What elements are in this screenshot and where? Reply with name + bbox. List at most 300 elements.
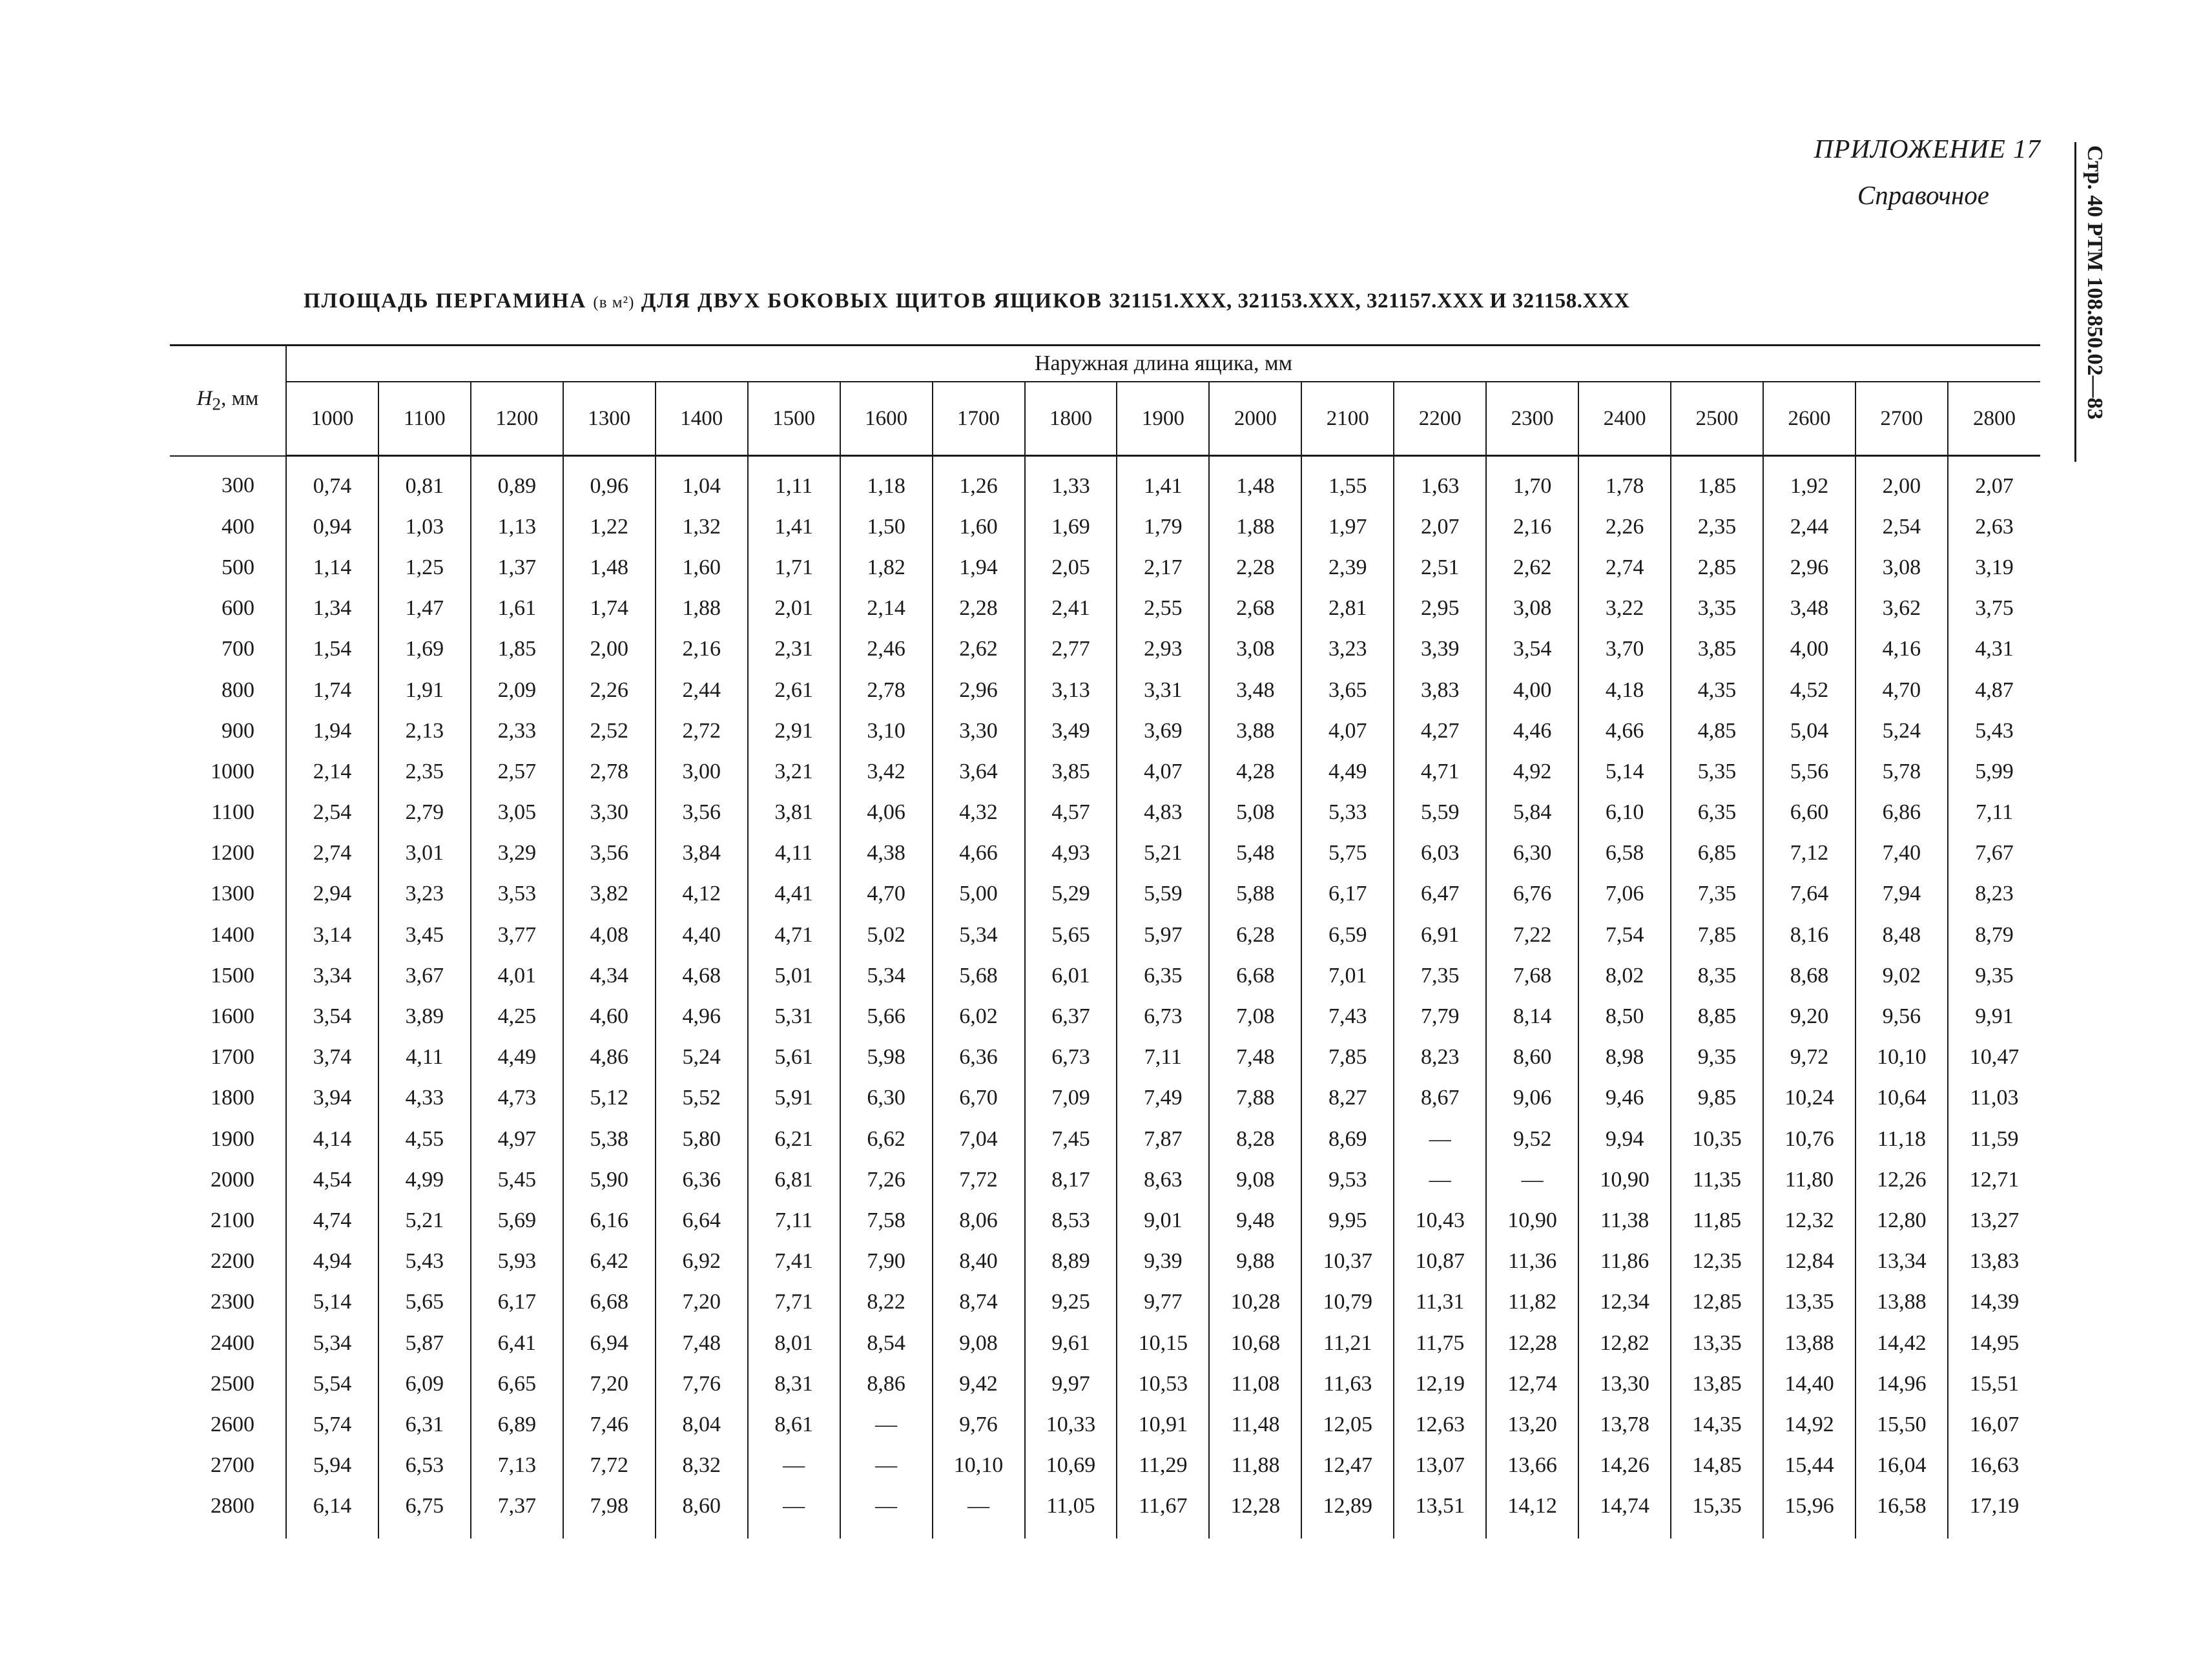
area-cell: 5,80 (656, 1119, 748, 1159)
area-cell: 2,55 (1117, 588, 1209, 629)
area-cell: 3,00 (656, 751, 748, 792)
area-cell: 11,03 (1948, 1078, 2040, 1119)
area-cell: 9,01 (1117, 1200, 1209, 1241)
area-cell: 0,74 (286, 456, 378, 507)
area-cell: 6,03 (1394, 833, 1486, 874)
area-cell: 13,27 (1948, 1200, 2040, 1241)
area-cell: 4,66 (933, 833, 1025, 874)
area-cell: 2,33 (471, 710, 563, 751)
area-cell: 2,81 (1301, 588, 1394, 629)
area-cell: 13,78 (1578, 1404, 1671, 1445)
area-cell: 3,42 (840, 751, 933, 792)
area-cell: 4,96 (656, 996, 748, 1037)
area-cell: 13,51 (1394, 1486, 1486, 1538)
table-body (170, 456, 2040, 1538)
area-cell: 11,88 (1209, 1445, 1301, 1486)
area-cell: 7,41 (748, 1241, 840, 1282)
area-cell: 9,97 (1025, 1363, 1117, 1404)
area-cell: 11,21 (1301, 1323, 1394, 1363)
area-cell: 17,19 (1948, 1486, 2040, 1538)
row-height-value: 900 (222, 718, 254, 743)
area-cell: 14,74 (1578, 1486, 1671, 1538)
area-cell: 6,14 (286, 1486, 378, 1538)
area-cell: 5,56 (1763, 751, 1855, 792)
area-cell: 3,84 (656, 833, 748, 874)
area-cell: 10,90 (1578, 1159, 1671, 1200)
area-cell: 8,04 (656, 1404, 748, 1445)
area-cell: 8,35 (1671, 955, 1763, 996)
area-cell: 8,01 (748, 1323, 840, 1363)
area-cell: 8,06 (933, 1200, 1025, 1241)
area-cell: 6,73 (1117, 996, 1209, 1037)
column-header: 2500 (1671, 382, 1763, 456)
area-cell: 15,44 (1763, 1445, 1855, 1486)
area-cell: 2,72 (656, 710, 748, 751)
area-cell: 9,35 (1948, 955, 2040, 996)
reference-label: Справочное (1857, 180, 1989, 210)
area-cell: 3,29 (471, 833, 563, 874)
area-cell: 8,60 (656, 1486, 748, 1538)
row-height-value: 2100 (211, 1208, 254, 1232)
area-cell: 3,77 (471, 915, 563, 955)
area-cell: 4,68 (656, 955, 748, 996)
area-cell: 16,63 (1948, 1445, 2040, 1486)
area-cell: 8,53 (1025, 1200, 1117, 1241)
area-cell: 5,21 (378, 1200, 471, 1241)
area-cell: 7,46 (563, 1404, 656, 1445)
area-cell: 4,97 (471, 1119, 563, 1159)
area-cell: 5,21 (1117, 833, 1209, 874)
area-cell: 2,63 (1948, 506, 2040, 547)
area-cell: 6,62 (840, 1119, 933, 1159)
table-row (170, 670, 2040, 710)
area-cell: 9,39 (1117, 1241, 1209, 1282)
area-cell: 3,13 (1025, 670, 1117, 710)
area-cell: 5,08 (1209, 792, 1301, 833)
area-cell: 5,34 (933, 915, 1025, 955)
area-cell: 1,88 (656, 588, 748, 629)
area-cell: 2,93 (1117, 629, 1209, 670)
area-cell: 1,54 (286, 629, 378, 670)
row-height-value: 2500 (211, 1371, 254, 1396)
area-cell: 3,64 (933, 751, 1025, 792)
area-cell: 13,83 (1948, 1241, 2040, 1282)
column-header: 1000 (286, 382, 378, 456)
area-cell: 2,78 (563, 751, 656, 792)
area-cell: 10,64 (1855, 1078, 1948, 1119)
area-cell: 3,81 (748, 792, 840, 833)
area-cell: 2,61 (748, 670, 840, 710)
area-cell: 10,76 (1763, 1119, 1855, 1159)
area-cell: 7,72 (563, 1445, 656, 1486)
area-cell: 0,96 (563, 456, 656, 507)
area-cell: 4,11 (378, 1037, 471, 1078)
area-cell: 4,34 (563, 955, 656, 996)
area-cell: — (1394, 1119, 1486, 1159)
area-cell: 4,00 (1763, 629, 1855, 670)
area-cell: 7,43 (1301, 996, 1394, 1037)
row-height-value: 700 (222, 637, 254, 661)
area-cell: 4,49 (1301, 751, 1394, 792)
area-cell: 6,58 (1578, 833, 1671, 874)
area-cell: 11,48 (1209, 1404, 1301, 1445)
area-cell: 12,28 (1209, 1486, 1301, 1538)
area-cell: 3,75 (1948, 588, 2040, 629)
area-cell: 11,35 (1671, 1159, 1763, 1200)
area-cell: 7,88 (1209, 1078, 1301, 1119)
area-cell: 2,26 (1578, 506, 1671, 547)
area-cell: 3,14 (286, 915, 378, 955)
area-cell: 5,29 (1025, 874, 1117, 915)
area-cell: 11,82 (1486, 1282, 1578, 1323)
area-cell: 8,22 (840, 1282, 933, 1323)
area-cell: 5,88 (1209, 874, 1301, 915)
area-cell: 9,77 (1117, 1282, 1209, 1323)
area-cell: 2,00 (563, 629, 656, 670)
area-cell: 11,05 (1025, 1486, 1117, 1538)
table-row (170, 874, 2040, 915)
area-cell: 7,12 (1763, 833, 1855, 874)
area-cell: 4,70 (1855, 670, 1948, 710)
column-header: 1600 (840, 382, 933, 456)
area-cell: 2,91 (748, 710, 840, 751)
table-row (170, 792, 2040, 833)
area-cell: 3,85 (1025, 751, 1117, 792)
area-cell: 3,49 (1025, 710, 1117, 751)
area-cell: 1,22 (563, 506, 656, 547)
area-cell: 11,18 (1855, 1119, 1948, 1159)
area-cell: 9,95 (1301, 1200, 1394, 1241)
area-cell: 5,75 (1301, 833, 1394, 874)
area-cell: 4,94 (286, 1241, 378, 1282)
appendix-label: ПРИЛОЖЕНИЕ 17 (1814, 134, 2041, 163)
area-cell: 3,19 (1948, 547, 2040, 588)
area-cell: 4,33 (378, 1078, 471, 1119)
area-cell: 6,28 (1209, 915, 1301, 955)
area-cell: 3,67 (378, 955, 471, 996)
area-cell: 11,85 (1671, 1200, 1763, 1241)
area-cell: 11,75 (1394, 1323, 1486, 1363)
area-cell: 15,50 (1855, 1404, 1948, 1445)
area-cell: 5,99 (1948, 751, 2040, 792)
area-cell: 8,14 (1486, 996, 1578, 1037)
area-cell: 2,78 (840, 670, 933, 710)
area-cell: 5,14 (286, 1282, 378, 1323)
area-cell: 1,74 (563, 588, 656, 629)
area-cell: 3,54 (286, 996, 378, 1037)
area-cell: 6,36 (656, 1159, 748, 1200)
area-cell: 14,39 (1948, 1282, 2040, 1323)
area-cell: 7,49 (1117, 1078, 1209, 1119)
area-cell: 5,78 (1855, 751, 1948, 792)
area-cell: 2,51 (1394, 547, 1486, 588)
area-cell: 5,59 (1117, 874, 1209, 915)
area-cell: 6,64 (656, 1200, 748, 1241)
area-cell: 4,01 (471, 955, 563, 996)
area-cell: 12,35 (1671, 1241, 1763, 1282)
area-cell: 6,85 (1671, 833, 1763, 874)
area-cell: 7,08 (1209, 996, 1301, 1037)
area-cell: 1,11 (748, 456, 840, 507)
area-cell: 5,12 (563, 1078, 656, 1119)
area-cell: 5,34 (840, 955, 933, 996)
area-cell: 3,08 (1209, 629, 1301, 670)
area-cell: 13,20 (1486, 1404, 1578, 1445)
area-cell: 7,79 (1394, 996, 1486, 1037)
area-cell: 2,35 (378, 751, 471, 792)
area-cell: 7,35 (1671, 874, 1763, 915)
table-row (170, 1445, 2040, 1486)
table-row (170, 1282, 2040, 1323)
area-cell: 6,30 (1486, 833, 1578, 874)
row-height-value: 1300 (211, 882, 254, 906)
area-cell: 6,76 (1486, 874, 1578, 915)
area-cell: 14,42 (1855, 1323, 1948, 1363)
area-cell: 12,82 (1578, 1323, 1671, 1363)
area-cell: 9,72 (1763, 1037, 1855, 1078)
area-cell: 4,32 (933, 792, 1025, 833)
table-row (170, 833, 2040, 874)
area-cell: 11,08 (1209, 1363, 1301, 1404)
area-cell: 3,85 (1671, 629, 1763, 670)
area-cell: 7,11 (1948, 792, 2040, 833)
area-cell: 9,52 (1486, 1119, 1578, 1159)
table-row (170, 1241, 2040, 1282)
sidebar-divider (2074, 142, 2076, 462)
area-cell: 6,31 (378, 1404, 471, 1445)
area-cell: 4,99 (378, 1159, 471, 1200)
area-cell: 7,90 (840, 1241, 933, 1282)
area-cell: 1,69 (1025, 506, 1117, 547)
area-cell: 9,91 (1948, 996, 2040, 1037)
area-cell: 6,68 (563, 1282, 656, 1323)
area-cell: 1,50 (840, 506, 933, 547)
row-height-value: 1700 (211, 1045, 254, 1070)
area-cell: 7,58 (840, 1200, 933, 1241)
area-cell: 9,48 (1209, 1200, 1301, 1241)
column-header-row (170, 382, 2040, 456)
area-cell: 7,40 (1855, 833, 1948, 874)
area-cell: 6,94 (563, 1323, 656, 1363)
area-cell: 12,05 (1301, 1404, 1394, 1445)
row-height-value: 400 (222, 514, 254, 539)
area-cell: 4,27 (1394, 710, 1486, 751)
area-cell: 1,33 (1025, 456, 1117, 507)
area-cell: 10,79 (1301, 1282, 1394, 1323)
row-height-value: 2700 (211, 1453, 254, 1478)
area-cell: 9,56 (1855, 996, 1948, 1037)
area-cell: 12,71 (1948, 1159, 2040, 1200)
area-cell: 4,18 (1578, 670, 1671, 710)
area-cell: 8,60 (1486, 1037, 1578, 1078)
area-cell: 9,53 (1301, 1159, 1394, 1200)
area-cell: 13,88 (1855, 1282, 1948, 1323)
area-cell: 4,07 (1301, 710, 1394, 751)
area-cell: 4,49 (471, 1037, 563, 1078)
area-cell: 5,90 (563, 1159, 656, 1200)
area-cell: 8,89 (1025, 1241, 1117, 1282)
area-cell: 10,35 (1671, 1119, 1763, 1159)
row-height-value: 1800 (211, 1086, 254, 1110)
area-cell: 7,11 (1117, 1037, 1209, 1078)
area-cell: 7,11 (748, 1200, 840, 1241)
column-header: 2100 (1301, 382, 1394, 456)
area-cell: 4,11 (748, 833, 840, 874)
table-row (170, 1078, 2040, 1119)
area-cell: 3,48 (1209, 670, 1301, 710)
area-cell: 8,50 (1578, 996, 1671, 1037)
area-cell: 6,35 (1671, 792, 1763, 833)
area-cell: 14,40 (1763, 1363, 1855, 1404)
area-cell: 9,08 (1209, 1159, 1301, 1200)
area-cell: 1,79 (1117, 506, 1209, 547)
area-cell: 2,00 (1855, 456, 1948, 507)
area-cell: 3,54 (1486, 629, 1578, 670)
area-cell: 12,19 (1394, 1363, 1486, 1404)
area-cell: 1,74 (286, 670, 378, 710)
area-cell: 3,05 (471, 792, 563, 833)
area-cell: 11,29 (1117, 1445, 1209, 1486)
table-row (170, 456, 2040, 507)
area-cell: 5,38 (563, 1119, 656, 1159)
row-height-value: 1900 (211, 1126, 254, 1151)
area-cell: 7,20 (563, 1363, 656, 1404)
area-cell: 3,31 (1117, 670, 1209, 710)
area-cell: 7,04 (933, 1119, 1025, 1159)
area-cell: 2,54 (286, 792, 378, 833)
area-cell: 1,92 (1763, 456, 1855, 507)
area-cell: 1,82 (840, 547, 933, 588)
row-header-label (170, 346, 286, 456)
title-unit: (в м²) (593, 294, 635, 311)
area-cell: 1,70 (1486, 456, 1578, 507)
area-cell: 5,48 (1209, 833, 1301, 874)
area-cell: 4,71 (1394, 751, 1486, 792)
row-height-value: 1400 (211, 922, 254, 947)
area-cell: 2,05 (1025, 547, 1117, 588)
area-cell: 7,06 (1578, 874, 1671, 915)
area-cell: 10,37 (1301, 1241, 1394, 1282)
table-row (170, 1037, 2040, 1078)
area-cell: 8,48 (1855, 915, 1948, 955)
area-cell: 4,93 (1025, 833, 1117, 874)
page-code-vertical (2082, 145, 2107, 462)
area-cell: 14,85 (1671, 1445, 1763, 1486)
area-cell: — (1394, 1159, 1486, 1200)
area-cell: 7,68 (1486, 955, 1578, 996)
area-cell: 9,88 (1209, 1241, 1301, 1282)
area-cell: 5,04 (1763, 710, 1855, 751)
area-cell: 9,06 (1486, 1078, 1578, 1119)
column-header: 2300 (1486, 382, 1578, 456)
area-cell: 4,25 (471, 996, 563, 1037)
area-cell: 1,41 (748, 506, 840, 547)
area-cell: 13,88 (1763, 1323, 1855, 1363)
area-cell: 1,94 (933, 547, 1025, 588)
area-cell: 4,83 (1117, 792, 1209, 833)
column-header: 1400 (656, 382, 748, 456)
area-cell: 3,23 (1301, 629, 1394, 670)
area-cell: 10,33 (1025, 1404, 1117, 1445)
column-header: 2700 (1855, 382, 1948, 456)
area-cell: 9,85 (1671, 1078, 1763, 1119)
area-cell: 7,45 (1025, 1119, 1117, 1159)
area-cell: 15,51 (1948, 1363, 2040, 1404)
area-cell: 2,14 (840, 588, 933, 629)
area-cell: 2,39 (1301, 547, 1394, 588)
area-cell: 13,07 (1394, 1445, 1486, 1486)
area-cell: 1,94 (286, 710, 378, 751)
area-cell: 3,83 (1394, 670, 1486, 710)
area-cell: 6,21 (748, 1119, 840, 1159)
area-cell: 1,78 (1578, 456, 1671, 507)
area-cell: 4,41 (748, 874, 840, 915)
area-cell: 5,02 (840, 915, 933, 955)
area-cell: 13,35 (1671, 1323, 1763, 1363)
column-header: 1500 (748, 382, 840, 456)
area-cell: 7,48 (1209, 1037, 1301, 1078)
area-cell: 2,96 (1763, 547, 1855, 588)
area-cell: 2,95 (1394, 588, 1486, 629)
area-cell: 4,87 (1948, 670, 2040, 710)
area-cell: 8,32 (656, 1445, 748, 1486)
area-cell: 1,71 (748, 547, 840, 588)
table-row (170, 710, 2040, 751)
area-cell: 6,81 (748, 1159, 840, 1200)
area-cell: 8,27 (1301, 1078, 1394, 1119)
area-cell: 5,31 (748, 996, 840, 1037)
area-cell: 1,63 (1394, 456, 1486, 507)
area-cell: 6,70 (933, 1078, 1025, 1119)
row-height-value: 1200 (211, 841, 254, 865)
area-cell: 5,34 (286, 1323, 378, 1363)
area-cell: 12,80 (1855, 1200, 1948, 1241)
area-cell: 2,28 (933, 588, 1025, 629)
area-cell: 3,56 (656, 792, 748, 833)
area-cell: 3,10 (840, 710, 933, 751)
row-height-value: 2200 (211, 1249, 254, 1274)
area-cell: 3,23 (378, 874, 471, 915)
area-cell: 1,48 (1209, 456, 1301, 507)
area-cell: 6,01 (1025, 955, 1117, 996)
area-cell: 11,86 (1578, 1241, 1671, 1282)
row-height-value: 500 (222, 555, 254, 579)
area-cell: 6,68 (1209, 955, 1301, 996)
area-cell: 2,46 (840, 629, 933, 670)
area-cell: 9,61 (1025, 1323, 1117, 1363)
area-cell: 1,13 (471, 506, 563, 547)
table-row (170, 547, 2040, 588)
area-cell: 4,54 (286, 1159, 378, 1200)
area-cell: 7,09 (1025, 1078, 1117, 1119)
area-cell: 15,35 (1671, 1486, 1763, 1538)
area-cell: 14,95 (1948, 1323, 2040, 1363)
area-cell: 16,04 (1855, 1445, 1948, 1486)
area-cell: 6,47 (1394, 874, 1486, 915)
area-cell: 2,31 (748, 629, 840, 670)
area-cell: 5,65 (1025, 915, 1117, 955)
area-cell: 10,28 (1209, 1282, 1301, 1323)
area-cell: 1,97 (1301, 506, 1394, 547)
area-cell: 10,47 (1948, 1037, 2040, 1078)
area-cell: 6,75 (378, 1486, 471, 1538)
area-cell: 1,91 (378, 670, 471, 710)
table-row (170, 1404, 2040, 1445)
area-cell: 12,74 (1486, 1363, 1578, 1404)
column-group-header: Наружная длина ящика, мм (286, 346, 2040, 382)
area-cell: 3,94 (286, 1078, 378, 1119)
area-cell: 1,14 (286, 547, 378, 588)
